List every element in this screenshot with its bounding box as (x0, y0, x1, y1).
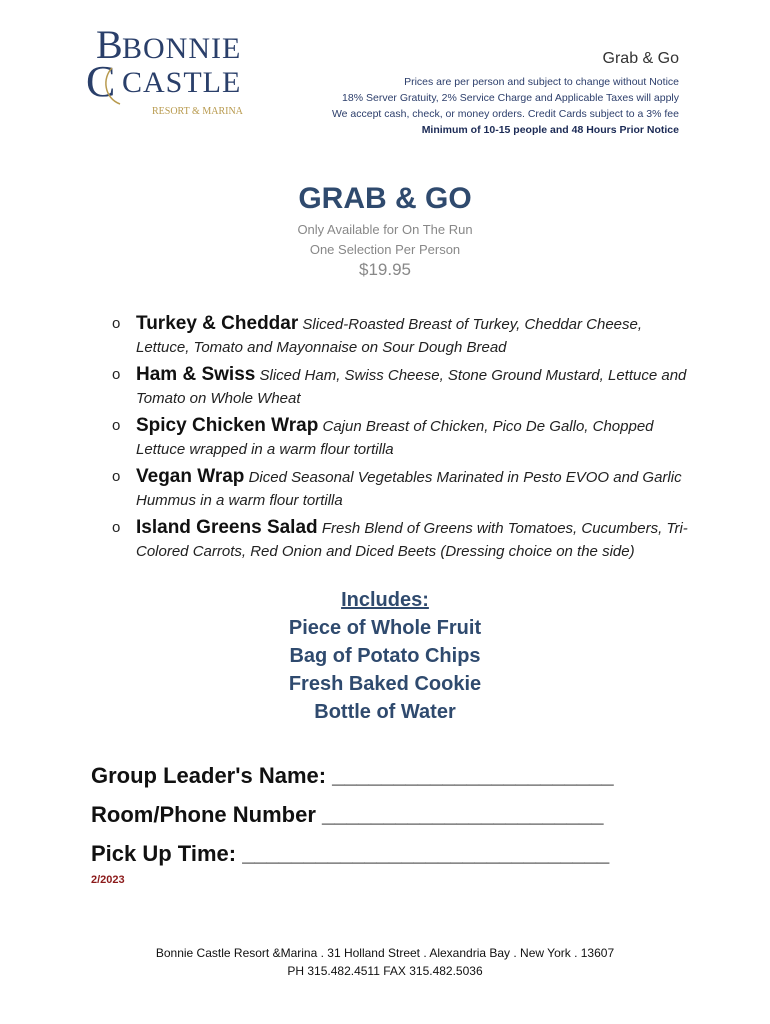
menu-item[interactable] (112, 414, 692, 461)
header-block (332, 50, 679, 138)
header-line-payment: We accept cash, check, or money orders. Credit Cards subject to a 3% fee (331, 108, 679, 120)
group-leader-field[interactable]: Group Leader's Name: _______________________ (91, 763, 614, 788)
includes-heading: Includes: (341, 589, 429, 611)
logo-tagline: RESORT & MARINA (152, 106, 243, 117)
menu-item-name: Ham & Swiss (136, 364, 256, 385)
menu-item[interactable] (112, 516, 692, 563)
menu-item-name: Vegan Wrap (136, 466, 245, 487)
logo-big-b: B (96, 28, 123, 67)
radio-bullet-icon: o (112, 366, 121, 383)
header-title: Grab & Go (602, 50, 679, 67)
order-form (91, 756, 614, 873)
page-title: GRAB & GO (298, 182, 472, 215)
includes-item: Bottle of Water (314, 701, 456, 723)
footer (0, 944, 770, 980)
includes-item: Fresh Baked Cookie (288, 673, 482, 695)
includes-section (0, 586, 770, 726)
radio-bullet-icon: o (112, 315, 121, 332)
menu-item-description: Fresh Blend of Greens with Tomatoes, Cucumbers, Tri-Colored Carrots, Red Onion and Diced Beets (Dressing choice on the side) (136, 520, 688, 560)
room-phone-field[interactable]: Room/Phone Number _______________________ (91, 802, 604, 827)
menu-item-description: Diced Seasonal Vegetables Marinated in Pesto EVOO and Garlic Hummus in a warm flour tortilla (136, 469, 682, 509)
menu-price: $19.95 (359, 260, 411, 279)
menu-item-name: Island Greens Salad (136, 517, 318, 538)
menu-item-list (112, 312, 692, 567)
menu-item-description: Sliced Ham, Swiss Cheese, Stone Ground Mustard, Lettuce and Tomato on Whole Wheat (136, 367, 687, 407)
logo-word-1: BONNIE (122, 32, 242, 65)
includes-item: Piece of Whole Fruit (288, 617, 482, 639)
menu-item-description: Cajun Breast of Chicken, Pico De Gallo, Chopped Lettuce wrapped in a warm flour tortilla (136, 418, 654, 458)
radio-bullet-icon: o (112, 417, 121, 434)
includes-item: Bag of Potato Chips (289, 645, 481, 667)
menu-item[interactable] (112, 312, 692, 359)
logo-word-2: CASTLE (122, 66, 242, 99)
menu-item-description: Sliced-Roasted Breast of Turkey, Cheddar Cheese, Lettuce, Tomato and Mayonnaise on Sour Dough Bread (136, 316, 643, 356)
header-line-gratuity: 18% Server Gratuity, 2% Service Charge and Applicable Taxes will apply (342, 92, 679, 104)
menu-item[interactable] (112, 465, 692, 512)
menu-item-name: Turkey & Cheddar (136, 313, 299, 334)
revision-date: 2/2023 (91, 874, 125, 886)
menu-subtitle-availability: Only Available for On The Run (297, 222, 473, 237)
header-line-prices: Prices are per person and subject to change without Notice (404, 76, 679, 88)
header-notice: Minimum of 10-15 people and 48 Hours Prior Notice (421, 124, 679, 136)
menu-subtitle-selection: One Selection Per Person (309, 242, 461, 257)
radio-bullet-icon: o (112, 519, 121, 536)
menu-item[interactable] (112, 363, 692, 410)
footer-address: Bonnie Castle Resort &Marina . 31 Holland Street . Alexandria Bay . New York . 13607 (155, 946, 615, 960)
menu-item-name: Spicy Chicken Wrap (136, 415, 319, 436)
pickup-time-field[interactable]: Pick Up Time: ______________________________ (91, 841, 610, 866)
radio-bullet-icon: o (112, 468, 121, 485)
logo-big-c: C (86, 57, 116, 106)
bonnie-castle-logo (82, 28, 260, 120)
footer-phone: PH 315.482.4511 FAX 315.482.5036 (287, 964, 483, 978)
